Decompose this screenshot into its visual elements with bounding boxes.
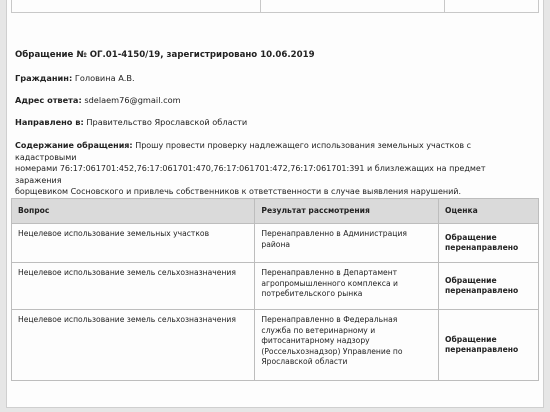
rating-line: перенаправлено <box>445 243 519 252</box>
header-result: Результат рассмотрения <box>255 199 439 224</box>
sent-to-label: Направлено в: <box>15 117 84 127</box>
result-line: Ярославской области <box>261 357 348 366</box>
question-cell: Нецелевое использование земель сельхозназначения <box>12 263 255 310</box>
question-cell: Нецелевое использование земельных участков <box>12 224 255 263</box>
result-cell <box>255 224 439 263</box>
rating-line: перенаправлено <box>445 286 519 295</box>
sent-to-value: Правительство Ярославской области <box>86 117 248 127</box>
table-row <box>12 310 539 381</box>
result-line: (Россельхознадзор) Управление по <box>261 346 403 356</box>
rating-line: перенаправлено <box>445 345 519 354</box>
question-cell: Нецелевое использование земель сельхозназначения <box>12 310 255 381</box>
rating-line: Обращение <box>445 275 497 285</box>
result-line: потребительского рынка <box>261 289 363 298</box>
table-row <box>12 263 539 310</box>
appeal-content <box>15 140 530 198</box>
appeal-details <box>15 50 537 198</box>
content-line: номерами 76:17:061701:452,76:17:061701:470,76:17:061701:472,76:17:061701:391 и близлежащих на предмет заражения <box>15 164 486 185</box>
table-header-row <box>12 199 539 224</box>
sent-to-row <box>15 117 537 128</box>
appeal-title: Обращение № ОГ.01-4150/19, зарегистрировано 10.06.2019 <box>15 50 315 60</box>
previous-table-divider <box>260 0 261 12</box>
rating-line: Обращение <box>445 334 497 344</box>
result-line: Перенаправленно в Федеральная <box>261 315 398 324</box>
content-line: Прошу провести проверку надлежащего использования земельных участков с кадастровыми <box>15 141 472 162</box>
previous-table-divider <box>444 0 445 12</box>
previous-table-edge <box>11 0 539 13</box>
header-rating: Оценка <box>439 199 539 224</box>
rating-cell <box>439 224 539 263</box>
citizen-row <box>15 73 537 84</box>
content-line: борщевиком Сосновского и привлечь собственников к ответственности в случае выявления нарушений. <box>15 187 462 196</box>
result-cell <box>255 310 439 381</box>
rating-cell <box>439 310 539 381</box>
result-line: Перенаправленно в Департамент <box>261 268 398 277</box>
address-label: Адрес ответа: <box>15 95 82 105</box>
citizen-label: Гражданин: <box>15 73 73 83</box>
results-table <box>11 198 539 381</box>
content-label: Содержание обращения: <box>15 141 133 150</box>
table-row <box>12 224 539 263</box>
address-row <box>15 95 537 106</box>
result-line: служба по ветеринарному и <box>261 325 376 335</box>
rating-line: Обращение <box>445 232 497 242</box>
result-cell <box>255 263 439 310</box>
rating-cell <box>439 263 539 310</box>
result-line: фитосанитарному надзору <box>261 336 370 345</box>
result-line: Перенаправленно в Администрация <box>261 229 407 238</box>
address-value[interactable]: sdelaem76@gmail.com <box>84 95 181 105</box>
citizen-value: Головина А.В. <box>74 73 135 83</box>
result-line: района <box>261 239 291 249</box>
document-sheet <box>6 0 544 408</box>
header-question: Вопрос <box>12 199 255 224</box>
result-line: агропромышленного комплекса и <box>261 278 398 288</box>
